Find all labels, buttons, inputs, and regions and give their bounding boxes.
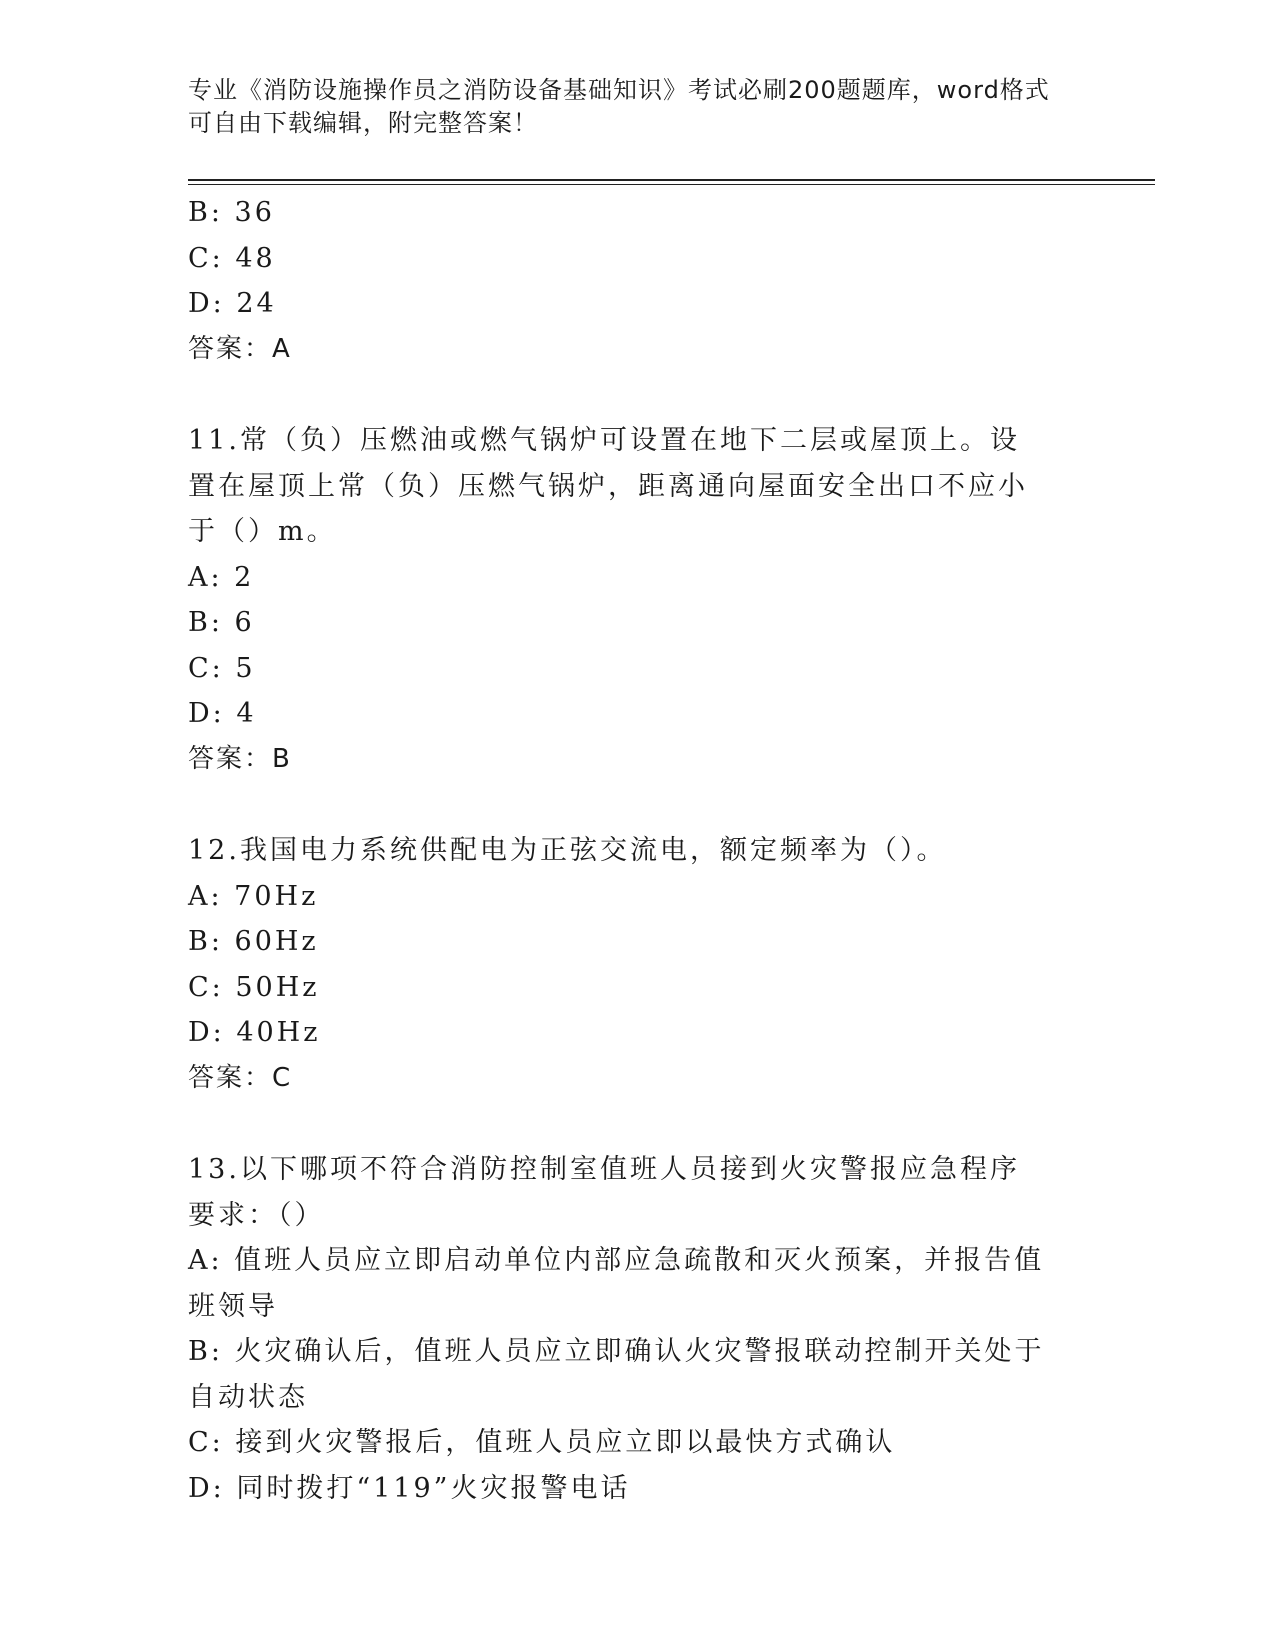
option-d: D: 40Hz (188, 1017, 321, 1048)
option-b: B: 36 (188, 197, 275, 228)
question-stem: 12.我国电力系统供配电为正弦交流电，额定频率为（）。 (188, 835, 947, 866)
question-block-13 (188, 1147, 1088, 1511)
option-b: B: 60Hz (188, 926, 319, 957)
question-block-11 (188, 418, 1088, 782)
option-b: B: 6 (188, 607, 255, 638)
answer-line: 答案：C (188, 1062, 293, 1093)
spacer (188, 372, 1088, 418)
option-d: D: 同时拨打“119”火灾报警电话 (188, 1472, 631, 1504)
question-block-12 (188, 828, 1088, 1101)
question-stem: 13.以下哪项不符合消防控制室值班人员接到火灾警报应急程序要求：（） (188, 1154, 1020, 1231)
page-header: 专业《消防设施操作员之消防设备基础知识》考试必刷200题题库，word格式可自由下载编辑，附完整答案！ (188, 76, 1050, 137)
spacer (188, 782, 1088, 828)
question-block-10 (188, 190, 1088, 372)
option-a: A: 2 (188, 561, 255, 593)
option-c: C: 48 (188, 242, 276, 274)
question-list (188, 190, 1088, 1511)
option-a: A: 70Hz (188, 880, 319, 912)
option-d: D: 4 (188, 698, 257, 729)
option-c: C: 5 (188, 652, 256, 684)
option-a: A: 值班人员应立即启动单位内部应急疏散和灭火预案，并报告值班领导 (188, 1245, 1045, 1322)
question-stem: 11.常（负）压燃油或燃气锅炉可设置在地下二层或屋顶上。设置在屋顶上常（负）压燃气锅炉，距离通向屋面安全出口不应小于（）m。 (188, 425, 1028, 547)
option-c: C: 接到火灾警报后，值班人员应立即以最快方式确认 (188, 1427, 896, 1458)
spacer (188, 1101, 1088, 1147)
option-c: C: 50Hz (188, 971, 320, 1003)
option-d: D: 24 (188, 288, 277, 319)
answer-line: 答案：A (188, 333, 292, 364)
option-b: B: 火灾确认后，值班人员应立即确认火灾警报联动控制开关处于自动状态 (188, 1336, 1045, 1413)
header-rule-thin (188, 184, 1155, 185)
answer-line: 答案：B (188, 743, 292, 774)
header-rule-thick (188, 179, 1155, 181)
